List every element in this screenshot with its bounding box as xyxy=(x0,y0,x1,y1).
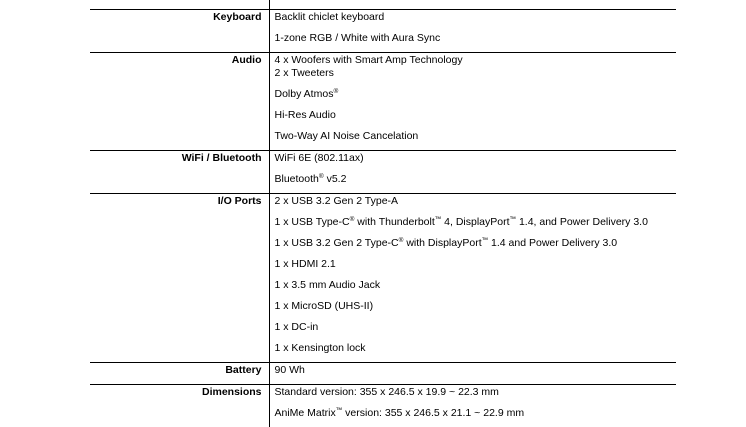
spec-label-battery: Battery xyxy=(90,363,269,385)
spec-row-dimensions xyxy=(90,385,676,407)
spec-row-battery xyxy=(90,363,676,385)
spec-value: 1 x MicroSD (UHS-II) xyxy=(269,299,676,320)
spec-value: 90 Wh xyxy=(269,363,676,385)
spec-value: AniMe Matrix™ version: 355 x 246.5 x 21.1 ~ 22.9 mm xyxy=(269,406,676,427)
spec-value: Bluetooth® v5.2 xyxy=(269,172,676,194)
spec-value: 1-zone RGB / White with Aura Sync xyxy=(269,31,676,53)
spec-label-wifi-bluetooth: WiFi / Bluetooth xyxy=(90,151,269,194)
spec-value: 1 x HDMI 2.1 xyxy=(269,257,676,278)
spec-value: 1 x 3.5 mm Audio Jack xyxy=(269,278,676,299)
spec-row-io-ports xyxy=(90,194,676,216)
spec-value: 2 x Tweeters xyxy=(269,66,676,87)
spec-row-wifi-bluetooth xyxy=(90,151,676,173)
spec-value: WiFi 6E (802.11ax) xyxy=(269,151,676,173)
spec-value: 1 x DC-in xyxy=(269,320,676,341)
spec-row-storage xyxy=(90,0,676,10)
spec-value: 4 x Woofers with Smart Amp Technology xyxy=(269,53,676,67)
spec-value xyxy=(269,0,676,10)
spec-value: Dolby Atmos® xyxy=(269,87,676,108)
spec-table xyxy=(90,0,676,427)
spec-value: Two-Way AI Noise Cancelation xyxy=(269,129,676,151)
spec-value: 2 x USB 3.2 Gen 2 Type-A xyxy=(269,194,676,216)
spec-row-audio xyxy=(90,53,676,67)
spec-value: Backlit chiclet keyboard xyxy=(269,10,676,32)
spec-label-storage xyxy=(90,0,269,10)
spec-value: 1 x USB Type-C® with Thunderbolt™ 4, DisplayPort™ 1.4, and Power Delivery 3.0 xyxy=(269,215,676,236)
spec-label-keyboard: Keyboard xyxy=(90,10,269,53)
spec-row-keyboard xyxy=(90,10,676,32)
spec-value: 1 x Kensington lock xyxy=(269,341,676,363)
spec-label-audio: Audio xyxy=(90,53,269,151)
spec-value: Standard version: 355 x 246.5 x 19.9 ~ 22.3 mm xyxy=(269,385,676,407)
spec-value: 1 x USB 3.2 Gen 2 Type-C® with DisplayPort™ 1.4 and Power Delivery 3.0 xyxy=(269,236,676,257)
spec-label-io-ports: I/O Ports xyxy=(90,194,269,363)
spec-value: Hi-Res Audio xyxy=(269,108,676,129)
spec-label-dimensions: Dimensions xyxy=(90,385,269,427)
